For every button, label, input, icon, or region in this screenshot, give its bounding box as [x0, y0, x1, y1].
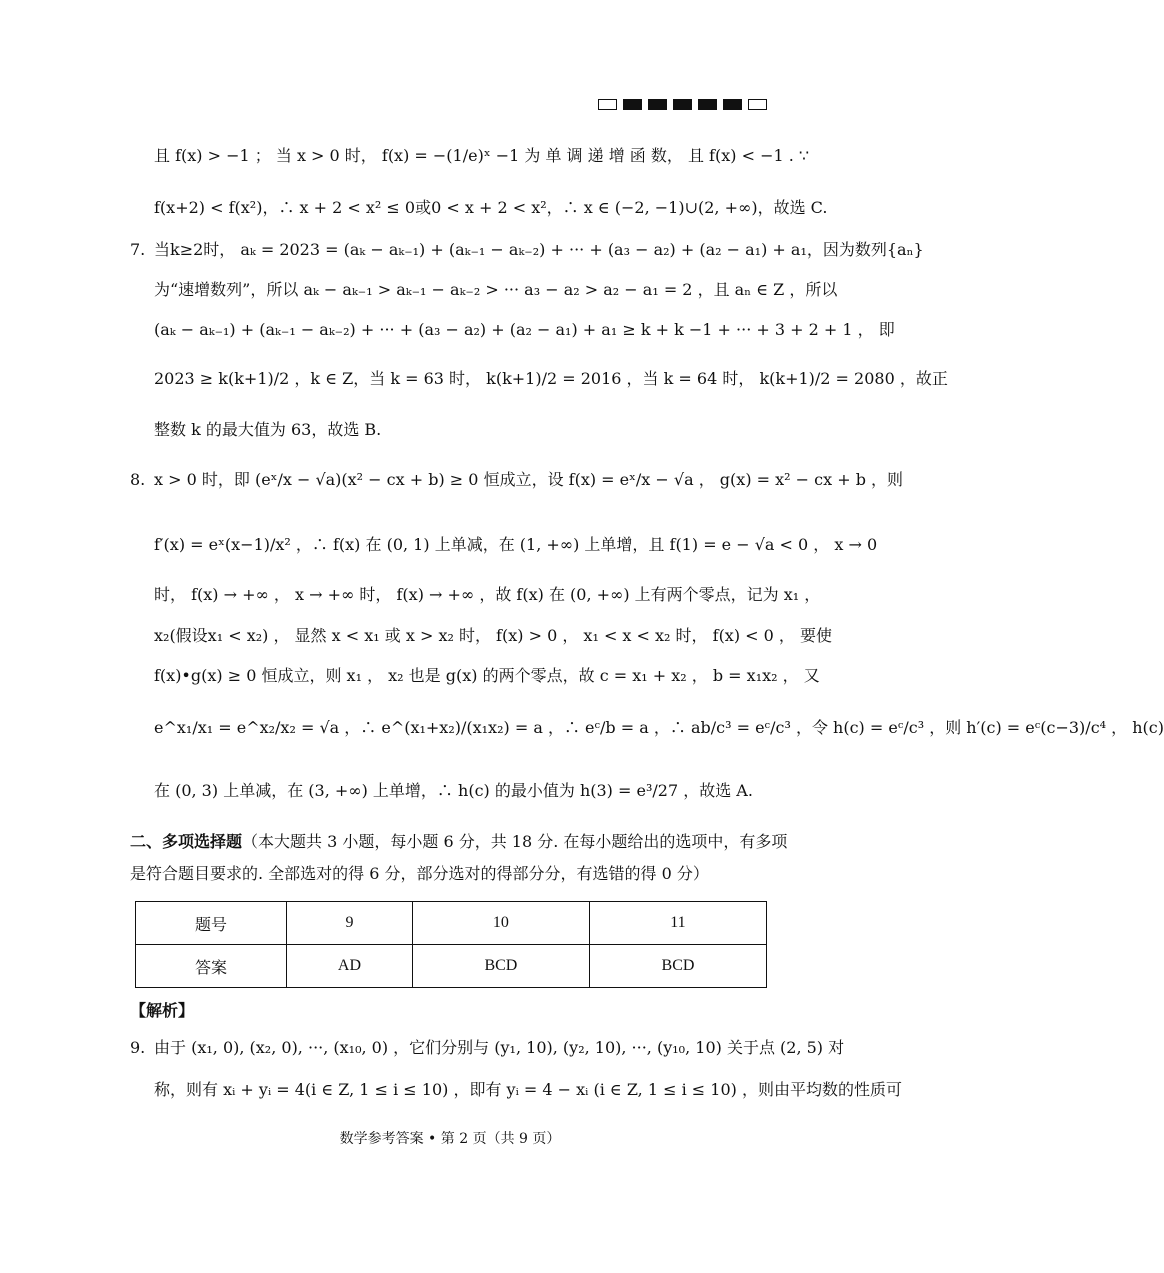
- q8-number: 8.: [130, 470, 146, 489]
- answer-table-cell: BCD: [412, 945, 589, 988]
- answer-table-cell: 10: [412, 902, 589, 945]
- header-mark-filled: [623, 99, 642, 110]
- q8-line-6: e^x₁/x₁ = e^x₂/x₂ = √a ，∴ e^(x₁+x₂)/(x₁x₂) = a ，∴ eᶜ/b = a ，∴ ab/c³ = eᶜ/c³ ，令 h(c) = eᶜ/c³ ，则 h′(c) = eᶜ(c−3)/c⁴ ， h(c): [154, 718, 1164, 737]
- q7-number: 7.: [130, 240, 146, 259]
- q7-line-2: 为“速增数列”，所以 aₖ − aₖ₋₁ > aₖ₋₁ − aₖ₋₂ > ··· a₃ − a₂ > a₂ − a₁ = 2 ，且 aₙ ∈ Z ，所以: [154, 280, 838, 299]
- header-marks: [598, 99, 767, 110]
- analysis-label: 【解析】: [130, 1001, 195, 1020]
- page-footer: 数学参考答案 • 第 2 页（共 9 页）: [339, 1131, 561, 1147]
- q8-line-2: f′(x) = eˣ(x−1)/x² ，∴ f(x) 在 (0, 1) 上单减，在 (1, +∞) 上单增，且 f(1) = e − √a < 0 ， x → 0: [154, 535, 878, 554]
- q7-line-3: (aₖ − aₖ₋₁) + (aₖ₋₁ − aₖ₋₂) + ··· + (a₃ − a₂) + (a₂ − a₁) + a₁ ≥ k + k −1 + ··· + 3 + 2 + 1 ， 即: [154, 320, 895, 339]
- q8-line-4: x₂(假设x₁ < x₂) ， 显然 x < x₁ 或 x > x₂ 时， f(x) > 0 ， x₁ < x < x₂ 时， f(x) < 0 ， 要使: [154, 626, 833, 645]
- q7-line-1: 当k≥2时， aₖ = 2023 = (aₖ − aₖ₋₁) + (aₖ₋₁ − aₖ₋₂) + ··· + (a₃ − a₂) + (a₂ − a₁) + a₁，因为数列{aₙ}: [154, 240, 924, 259]
- q8-line-5: f(x)•g(x) ≥ 0 恒成立，则 x₁ ， x₂ 也是 g(x) 的两个零点，故 c = x₁ + x₂ ， b = x₁x₂ ， 又: [154, 666, 820, 685]
- q8-line-1: x > 0 时，即 (eˣ/x − √a)(x² − cx + b) ≥ 0 恒成立，设 f(x) = eˣ/x − √a ， g(x) = x² − cx + b ，则: [154, 470, 904, 489]
- header-mark-open: [748, 99, 767, 110]
- answer-table-cell: BCD: [589, 945, 766, 988]
- answer-table-row-number: [136, 902, 767, 945]
- section-2-desc-1: （本大题共 3 小题，每小题 6 分，共 18 分. 在每小题给出的选项中，有多项: [242, 832, 788, 851]
- answer-table: [135, 901, 767, 988]
- q9-number: 9.: [130, 1038, 146, 1057]
- answer-table-cell: 11: [589, 902, 766, 945]
- q6-line-2: f(x+2) < f(x²)，∴ x + 2 < x² ≤ 0或0 < x + 2 < x²，∴ x ∈ (−2, −1)∪(2, +∞)，故选 C.: [154, 198, 828, 217]
- answer-table-cell: 9: [287, 902, 413, 945]
- q7-line-4: 2023 ≥ k(k+1)/2 ，k ∈ Z，当 k = 63 时， k(k+1)/2 = 2016 ，当 k = 64 时， k(k+1)/2 = 2080 ，故正: [154, 369, 948, 388]
- answer-table-row-answer: [136, 945, 767, 988]
- header-mark-filled: [648, 99, 667, 110]
- section-2-desc-2: 是符合题目要求的. 全部选对的得 6 分，部分选对的得部分分，有选错的得 0 分）: [130, 864, 709, 883]
- answer-table-cell: AD: [287, 945, 413, 988]
- header-mark-open: [598, 99, 617, 110]
- answer-table-header: 答案: [136, 945, 287, 988]
- q8-line-3: 时， f(x) → +∞ ， x → +∞ 时， f(x) → +∞ ，故 f(x) 在 (0, +∞) 上有两个零点，记为 x₁ ，: [154, 585, 821, 604]
- q8-line-7: 在 (0, 3) 上单减，在 (3, +∞) 上单增，∴ h(c) 的最小值为 h(3) = e³/27 ，故选 A.: [154, 781, 753, 800]
- header-mark-filled: [673, 99, 692, 110]
- q7-line-5: 整数 k 的最大值为 63，故选 B.: [154, 420, 382, 439]
- section-2-title: 二、多项选择题: [130, 832, 243, 851]
- q9-line-2: 称，则有 xᵢ + yᵢ = 4(i ∈ Z, 1 ≤ i ≤ 10) ，即有 yᵢ = 4 − xᵢ (i ∈ Z, 1 ≤ i ≤ 10) ，则由平均数的性质可: [154, 1080, 902, 1099]
- q9-line-1: 由于 (x₁, 0), (x₂, 0), ···, (x₁₀, 0) ，它们分别与 (y₁, 10), (y₂, 10), ···, (y₁₀, 10) 关于点 (2, 5) 对: [154, 1038, 845, 1057]
- q6-line-1: 且 f(x) > −1 ； 当 x > 0 时， f(x) = −(1/e)ˣ −1 为 单 调 递 增 函 数， 且 f(x) < −1 . ∵: [154, 146, 810, 165]
- section-2-heading: [130, 832, 788, 852]
- header-mark-filled: [723, 99, 742, 110]
- answer-table-header: 题号: [136, 902, 287, 945]
- header-mark-filled: [698, 99, 717, 110]
